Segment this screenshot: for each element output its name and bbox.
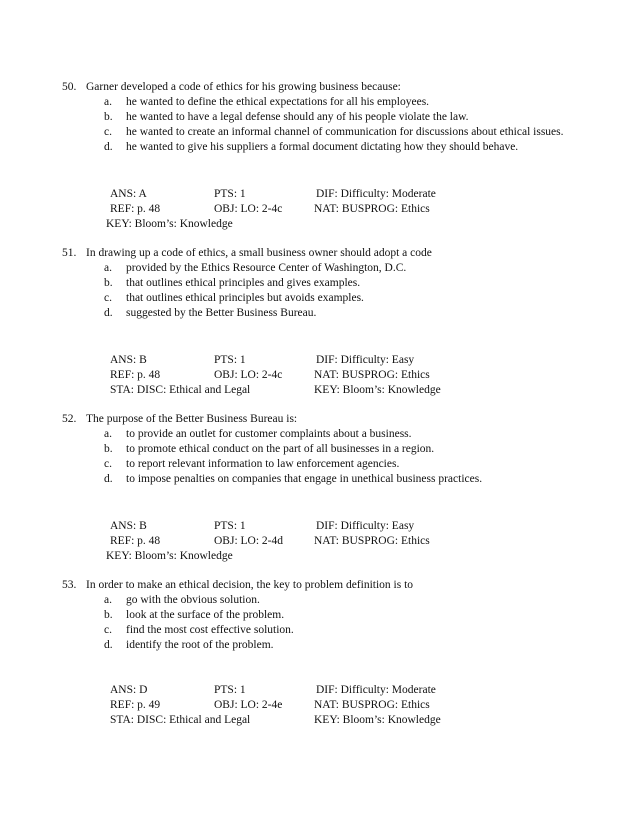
choice-letter: c. <box>104 624 112 636</box>
reference-label: REF: p. 48 <box>110 535 161 547</box>
key-label: KEY: Bloom’s: Knowledge <box>314 714 441 726</box>
key-label: KEY: Bloom’s: Knowledge <box>106 218 233 230</box>
choice-a <box>104 593 260 607</box>
choice-d <box>104 306 316 320</box>
choice-b <box>104 442 434 456</box>
choice-text: he wanted to give his suppliers a formal document dictating how they should behave. <box>126 141 519 153</box>
points-label: PTS: 1 <box>214 188 246 200</box>
question-number: 53. <box>62 579 77 591</box>
choice-text: he wanted to define the ethical expectations for all his employees. <box>126 96 430 108</box>
choice-letter: a. <box>104 428 112 440</box>
choice-b <box>104 110 469 124</box>
choice-c <box>104 291 364 305</box>
choice-text: he wanted to create an informal channel of communication for discussions about ethical issues. <box>126 126 564 138</box>
choice-text: that outlines ethical principles but avoids examples. <box>126 292 364 304</box>
question-stem <box>62 412 297 426</box>
answer-label: ANS: B <box>110 354 147 366</box>
objective-label: OBJ: LO: 2-4c <box>214 203 283 215</box>
question-stem <box>62 80 401 94</box>
choice-text: find the most cost effective solution. <box>126 624 294 636</box>
choice-letter: c. <box>104 458 112 470</box>
choice-text: to promote ethical conduct on the part of all businesses in a region. <box>126 443 435 455</box>
choice-letter: b. <box>104 443 113 455</box>
choice-text: he wanted to have a legal defense should any of his people violate the law. <box>126 111 469 123</box>
question-number: 52. <box>62 413 77 425</box>
choice-text: look at the surface of the problem. <box>126 609 285 621</box>
choice-text: to impose penalties on companies that engage in unethical business practices. <box>126 473 483 485</box>
question-stem <box>62 578 413 592</box>
state-standard-label: STA: DISC: Ethical and Legal <box>110 384 251 396</box>
answer-label: ANS: D <box>110 684 148 696</box>
difficulty-label: DIF: Difficulty: Easy <box>316 520 415 532</box>
points-label: PTS: 1 <box>214 520 246 532</box>
choice-letter: d. <box>104 141 113 153</box>
choice-letter: a. <box>104 96 112 108</box>
choice-text: go with the obvious solution. <box>126 594 260 606</box>
choice-letter: d. <box>104 473 113 485</box>
choice-text: suggested by the Better Business Bureau. <box>126 307 317 319</box>
answer-label: ANS: A <box>110 188 147 200</box>
question-number: 50. <box>62 81 77 93</box>
question-text: Garner developed a code of ethics for his growing business because: <box>86 81 401 93</box>
choice-letter: b. <box>104 111 113 123</box>
points-label: PTS: 1 <box>214 684 246 696</box>
objective-label: OBJ: LO: 2-4d <box>214 535 283 547</box>
choice-letter: d. <box>104 307 113 319</box>
question-text: The purpose of the Better Business Bureau is: <box>86 413 298 425</box>
objective-label: OBJ: LO: 2-4c <box>214 369 283 381</box>
choice-text: to provide an outlet for customer complaints about a business. <box>126 428 412 440</box>
points-label: PTS: 1 <box>214 354 246 366</box>
choice-a <box>104 261 406 275</box>
choice-text: to report relevant information to law enforcement agencies. <box>126 458 400 470</box>
key-label: KEY: Bloom’s: Knowledge <box>314 384 441 396</box>
question-number: 51. <box>62 247 77 259</box>
choice-d <box>104 638 274 652</box>
key-label: KEY: Bloom’s: Knowledge <box>106 550 233 562</box>
reference-label: REF: p. 48 <box>110 203 161 215</box>
choice-c <box>104 457 399 471</box>
choice-text: that outlines ethical principles and gives examples. <box>126 277 361 289</box>
difficulty-label: DIF: Difficulty: Easy <box>316 354 415 366</box>
question-text: In order to make an ethical decision, the key to problem definition is to <box>86 579 414 591</box>
choice-b <box>104 276 360 290</box>
choice-text: provided by the Ethics Resource Center of Washington, D.C. <box>126 262 407 274</box>
national-standard-label: NAT: BUSPROG: Ethics <box>314 203 430 215</box>
choice-c <box>104 125 564 139</box>
national-standard-label: NAT: BUSPROG: Ethics <box>314 535 430 547</box>
choice-letter: b. <box>104 277 113 289</box>
difficulty-label: DIF: Difficulty: Moderate <box>316 188 436 200</box>
choice-text: identify the root of the problem. <box>126 639 274 651</box>
choice-letter: d. <box>104 639 113 651</box>
question-stem <box>62 246 432 260</box>
choice-b <box>104 608 284 622</box>
choice-a <box>104 427 412 441</box>
choice-letter: a. <box>104 594 112 606</box>
national-standard-label: NAT: BUSPROG: Ethics <box>314 699 430 711</box>
choice-letter: b. <box>104 609 113 621</box>
choice-a <box>104 95 429 109</box>
choice-d <box>104 472 482 486</box>
question-text: In drawing up a code of ethics, a small business owner should adopt a code <box>86 247 432 259</box>
reference-label: REF: p. 49 <box>110 699 161 711</box>
choice-d <box>104 140 518 154</box>
choice-letter: c. <box>104 126 112 138</box>
choice-c <box>104 623 294 637</box>
choice-letter: c. <box>104 292 112 304</box>
choice-letter: a. <box>104 262 112 274</box>
objective-label: OBJ: LO: 2-4e <box>214 699 283 711</box>
national-standard-label: NAT: BUSPROG: Ethics <box>314 369 430 381</box>
answer-label: ANS: B <box>110 520 147 532</box>
reference-label: REF: p. 48 <box>110 369 161 381</box>
difficulty-label: DIF: Difficulty: Moderate <box>316 684 436 696</box>
state-standard-label: STA: DISC: Ethical and Legal <box>110 714 251 726</box>
